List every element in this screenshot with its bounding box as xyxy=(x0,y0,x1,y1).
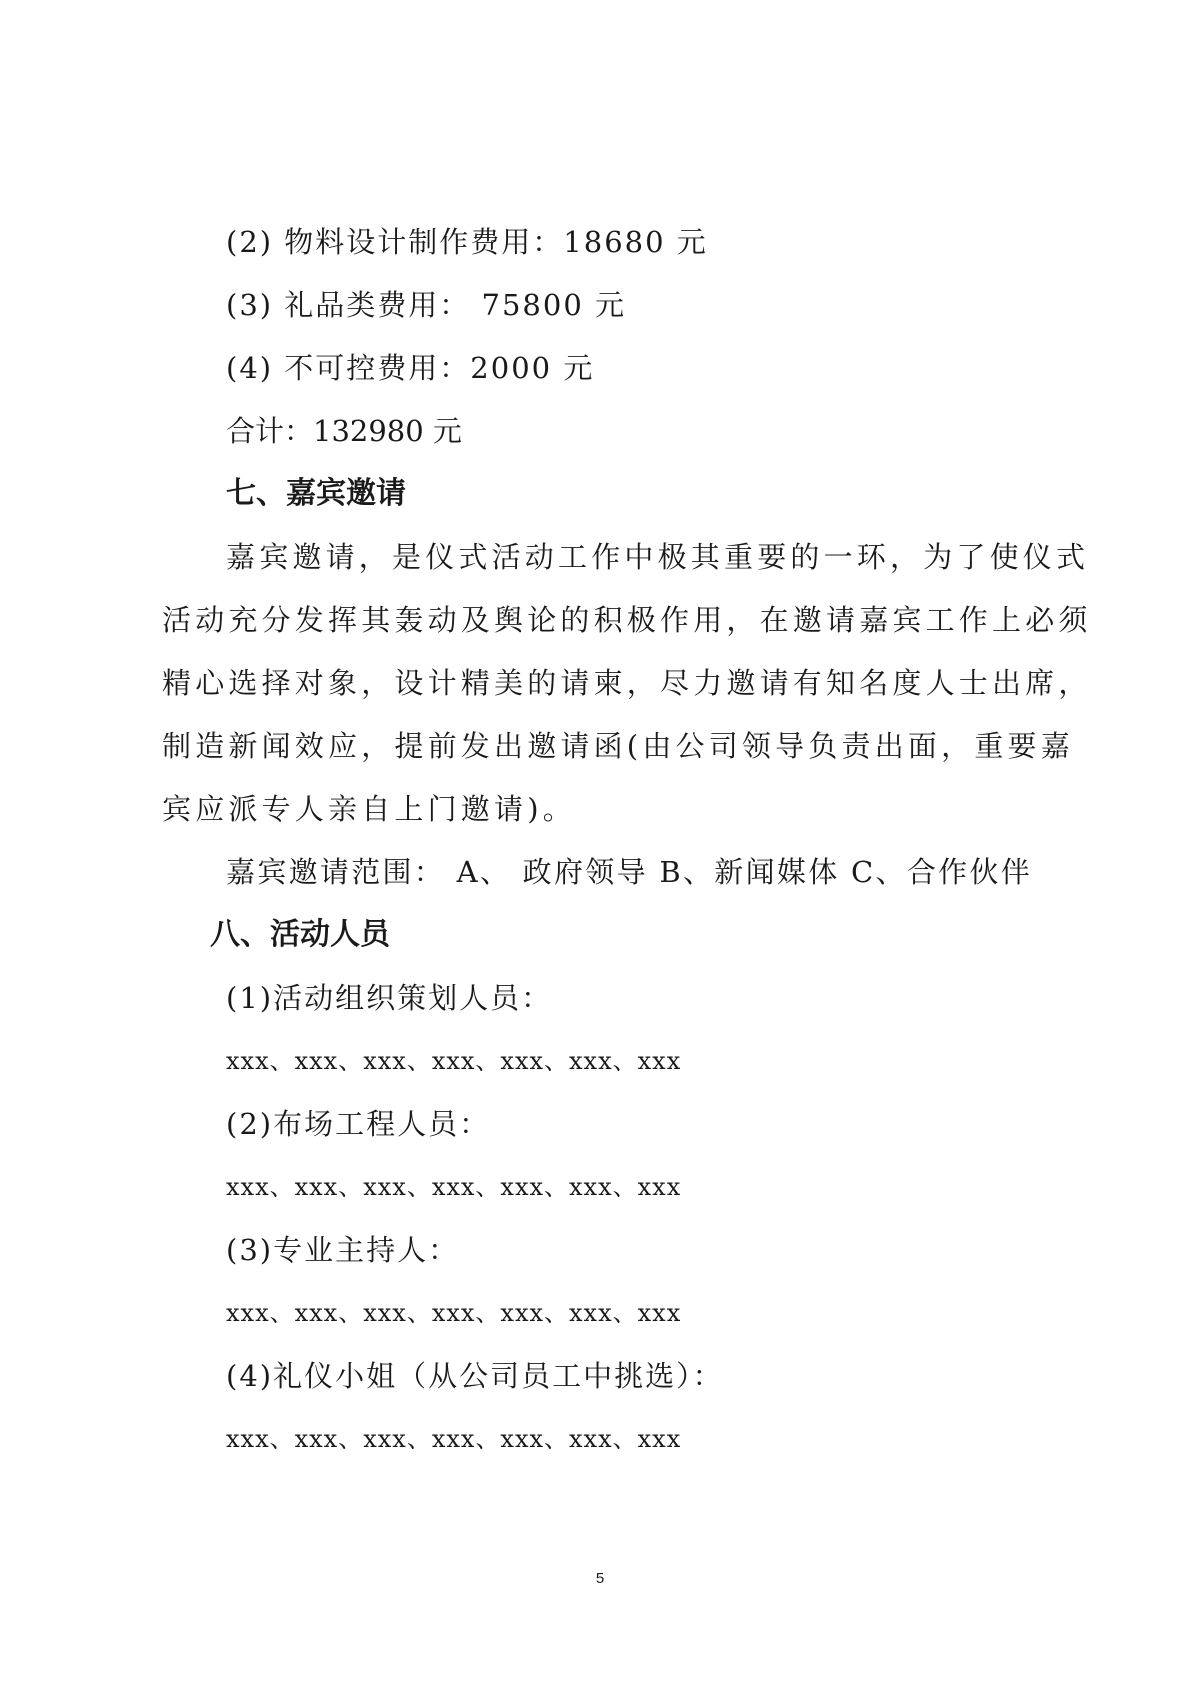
staff-group-label: (2)布场工程人员： xyxy=(226,1107,491,1141)
page-number: 5 xyxy=(595,1570,605,1587)
paragraph-line: 活动充分发挥其轰动及舆论的积极作用，在邀请嘉宾工作上必须 xyxy=(162,603,1092,637)
staff-group-names: xxx、xxx、xxx、xxx、xxx、xxx、xxx xyxy=(226,1047,682,1075)
paragraph-line: 精心选择对象，设计精美的请柬，尽力邀请有知名度人士出席， xyxy=(162,666,1092,700)
staff-group-names: xxx、xxx、xxx、xxx、xxx、xxx、xxx xyxy=(226,1299,682,1327)
section-heading-guest-invitation: 七、嘉宾邀请 xyxy=(226,476,406,511)
section-heading-staff: 八、活动人员 xyxy=(210,917,390,952)
cost-item-uncontrollable: (4) 不可控费用：2000 元 xyxy=(226,351,595,385)
staff-group-label: (1)活动组织策划人员： xyxy=(226,981,553,1015)
staff-group-label: (4)礼仪小姐（从公司员工中挑选）： xyxy=(226,1359,724,1393)
cost-item-gifts: (3) 礼品类费用： 75800 元 xyxy=(226,288,626,322)
cost-item-materials: (2) 物料设计制作费用：18680 元 xyxy=(226,225,708,259)
paragraph-line: 宾应派专人亲自上门邀请)。 xyxy=(162,792,576,826)
paragraph-line: 嘉宾邀请，是仪式活动工作中极其重要的一环，为了使仪式 xyxy=(226,540,1090,574)
staff-group-names: xxx、xxx、xxx、xxx、xxx、xxx、xxx xyxy=(226,1173,682,1201)
staff-group-names: xxx、xxx、xxx、xxx、xxx、xxx、xxx xyxy=(226,1425,682,1453)
paragraph-line: 制造新闻效应，提前发出邀请函(由公司领导负责出面，重要嘉 xyxy=(162,729,1074,763)
guest-scope: 嘉宾邀请范围： A、 政府领导 B、新闻媒体 C、合作伙伴 xyxy=(226,855,1033,889)
staff-group-label: (3)专业主持人： xyxy=(226,1233,460,1267)
cost-total: 合计：132980 元 xyxy=(226,414,462,448)
